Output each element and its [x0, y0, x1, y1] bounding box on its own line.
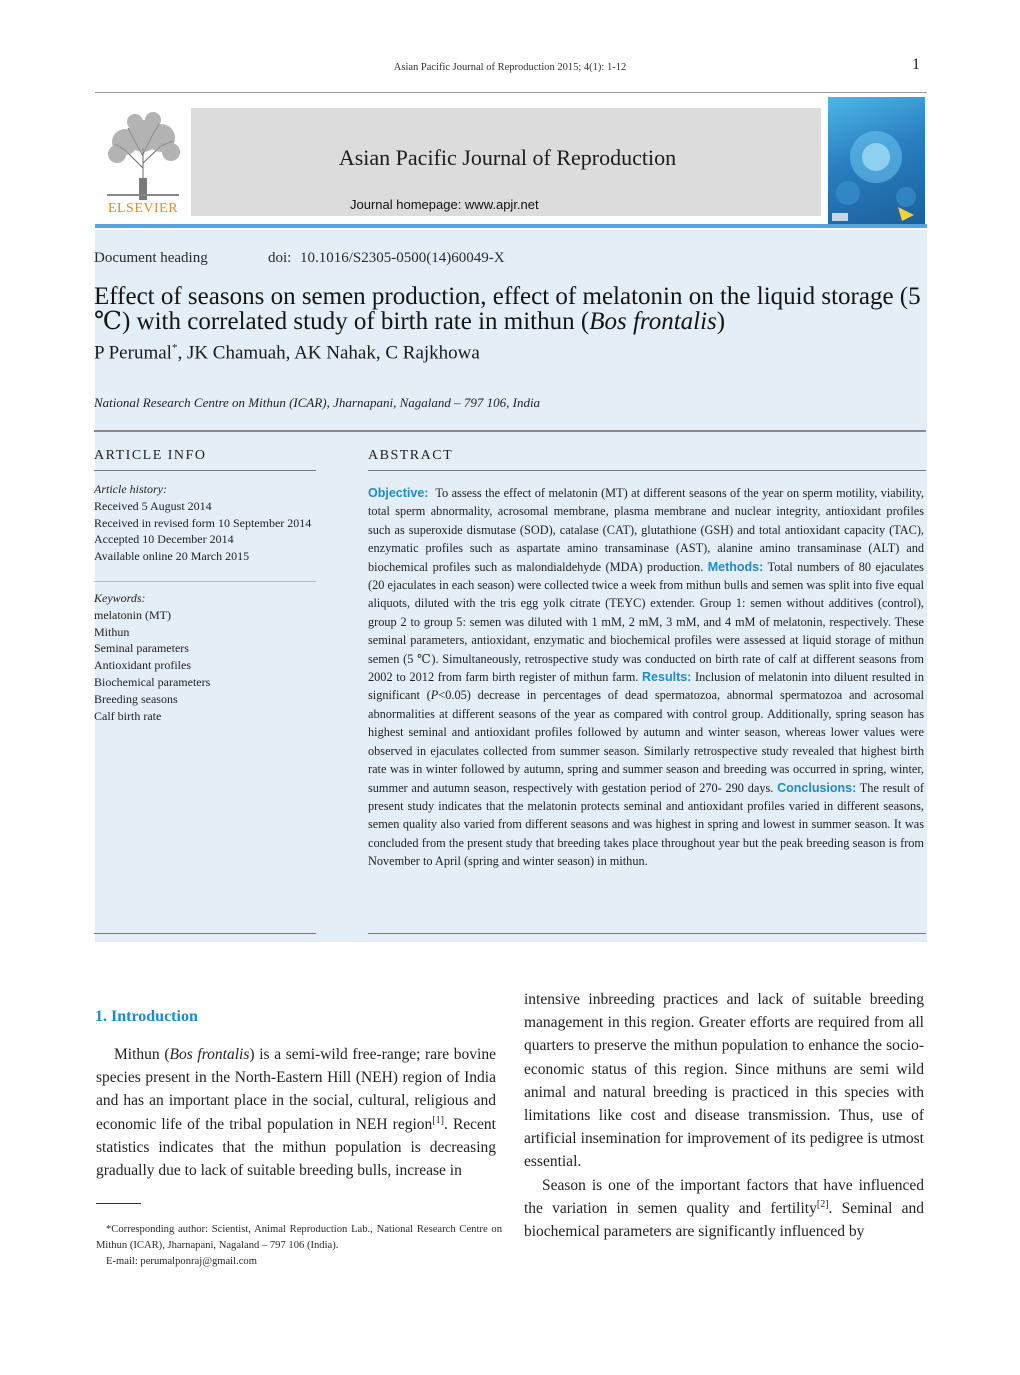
results-p: P [430, 688, 439, 703]
body-right-column [524, 988, 924, 1243]
keywords [94, 590, 319, 724]
keyword-item: Antioxidant profiles [94, 658, 191, 673]
abstract-bottom-rule [368, 933, 926, 934]
history-label: Article history: [94, 482, 167, 496]
history-accepted: Accepted 10 December 2014 [94, 532, 234, 547]
methods-label: Methods: [707, 559, 764, 574]
results-label: Results: [642, 670, 692, 685]
intro-paragraph-2 [524, 1174, 924, 1244]
citation-link[interactable]: [2] [816, 1198, 829, 1210]
running-head: Asian Pacific Journal of Reproduction 2015; 4(1): 1-12 [393, 62, 627, 73]
document-heading: Document heading [94, 250, 208, 266]
title-close: ) [716, 308, 726, 335]
elsevier-logo[interactable] [95, 108, 191, 216]
section-heading-introduction: 1. Introduction [95, 1008, 198, 1025]
article-history [94, 481, 319, 565]
article-info-bottom-rule [94, 933, 316, 934]
title-species: Bos frontalis [589, 308, 717, 335]
keyword-item: Mithun [94, 624, 130, 639]
keyword-item: melatonin (MT) [94, 607, 171, 622]
keyword-item: Seminal parameters [94, 641, 189, 656]
intro-text: Season is one of the important factors that have influenced the variation in semen quality and fertility [524, 1176, 924, 1217]
corresponding-author-footnote [96, 1222, 502, 1270]
abstract-heading: ABSTRACT [368, 448, 454, 463]
cover-band [95, 224, 927, 228]
keyword-item: Calf birth rate [94, 708, 162, 723]
author-list [94, 342, 480, 364]
doi-link[interactable]: 10.1016/S2305-0500(14)60049-X [300, 250, 505, 266]
elsevier-tree-icon [95, 108, 191, 216]
article-info-heading: ARTICLE INFO [94, 448, 207, 463]
doi-label: doi: [268, 250, 292, 266]
keyword-item: Biochemical parameters [94, 674, 211, 689]
title-text: Effect of seasons on semen production, effect of melatonin on the liquid storage (5 ℃) with correlated study of birth rate in mithun ( [94, 283, 921, 335]
conclusions-text: The result of present study indicates that the melatonin protects seminal and antioxidant profiles varied in different seasons, semen quality also varied from different seasons and was highest in spring and lowest in summer season. It was concluded from the present study that breeding takes place throughout year but the peak breeding season is from November to April (spring and winter season) in mithun. [368, 780, 924, 869]
keywords-label: Keywords: [94, 591, 146, 605]
intro-species: Bos frontalis [169, 1046, 250, 1063]
intro-paragraph-1 [96, 1043, 496, 1182]
history-online: Available online 20 March 2015 [94, 549, 250, 564]
intro-paragraph-1-continued: intensive inbreeding practices and lack of suitable breeding management in this region. Greater efforts are required from all quarters to preserve the mithun population to enhance the socio-economic status of this region. Since mithuns are semi wild animal and natural breeding is practiced in this species with limitations like cost and disease transmission. Thus, use of artificial insemination for improvement of its pedigree is utmost essential. [524, 991, 924, 1171]
header-rule [95, 92, 927, 93]
methods-text: Total numbers of 80 ejaculates (20 ejaculates in each season) were collected twice a week from mithun bulls and semen was split into five equal aliquots, diluted with the tris egg yolk citrate (TEYC) extender. Group 1: semen without additives (control), group 2 to group 5: semen was diluted with 1 mM, 2 mM, 3 mM, and 4 mM of melatonin, respectively. These seminal parameters, antioxidant, enzymatic and biochemical profiles were assessed at liquid storage of mithun semen (5 ℃). Simultaneously, retrospective study was conducted on birth rate of calf at different seasons from 2002 to 2012 from farm birth register of mithun farm. [368, 559, 924, 685]
journal-cover-image[interactable] [828, 97, 925, 224]
citation-link[interactable]: [1] [432, 1114, 444, 1126]
intro-text: . Recent statistics indicates that the mithun population is decreasing gradually due to lack of suitable breeding bulls, increase in [96, 1115, 496, 1180]
author-first[interactable]: P Perumal [94, 342, 172, 364]
intro-text: ) is a semi-wild free-range; rare bovine species present in the North-Eastern Hill (NEH) region of India and has an important place in the social, cultural, religious and economic life of the tribal population in NEH region [96, 1046, 496, 1133]
author-rest[interactable]: , JK Chamuah, AK Nahak, C Rajkhowa [177, 342, 480, 364]
objective-label: Objective: [368, 486, 429, 500]
footnote-address: *Corresponding author: Scientist, Animal Reproduction Lab., National Research Centre on Mithun (ICAR), Jharnapani, Nagaland – 797 106 (India). [96, 1224, 502, 1251]
footnote-email[interactable]: E-mail: perumalponraj@gmail.com [106, 1256, 257, 1267]
history-revised: Received in revised form 10 September 2014 [94, 515, 312, 530]
journal-homepage-link[interactable]: Journal homepage: www.apjr.net [350, 197, 539, 212]
body-left-column [96, 1043, 496, 1182]
corresponding-mark: * [171, 342, 178, 354]
conclusions-label: Conclusions: [777, 780, 857, 795]
abstract-body [368, 484, 924, 871]
results-text-pre: Inclusion of melatonin into diluent resulted in significant ( [368, 670, 924, 703]
affiliation-rule [94, 430, 926, 432]
results-text: <0.05) decrease in percentages of dead spermatozoa, abnormal spermatozoa and acrosomal abnormalities at different seasons of the year as compared with control group. Additionally, spring season has highest seminal and antioxidant profiles followed by autumn and winter season, whereas lower values were observed in ejaculates collected from summer season. Similarly retrospective study revealed that highest birth rate was in winter followed by autumn, spring and summer season and breeding was occurred in spring, winter, summer and autumn season, respectively with gestation period of 270- 290 days. [368, 688, 924, 795]
history-rule [94, 581, 316, 582]
history-received: Received 5 August 2014 [94, 498, 212, 513]
article-title [94, 284, 930, 334]
intro-text: Mithun ( [114, 1046, 170, 1063]
banner-journal-name: Asian Pacific Journal of Reproduction [338, 145, 677, 170]
intro-text: . Seminal and biochemical parameters are significantly influenced by [524, 1199, 925, 1241]
affiliation: National Research Centre on Mithun (ICAR), Jharnapani, Nagaland – 797 106, India [94, 395, 541, 410]
cover-artwork-icon [828, 97, 925, 224]
objective-text: To assess the effect of melatonin (MT) at different seasons of the year on sperm motility, viability, total sperm abnormality, acrosomal membrane, plasma membrane and nuclear integrity, antioxidant profiles such as superoxide dismutase (SOD), catalase (CAT), glutathione (GSH) and total antioxidant capacity (TAC), enzymatic profiles such as aspartate amino transaminase (AST), alanine amino transaminase (ALT) and biochemical profiles such as malondialdehyde (MDA) production. [368, 486, 924, 574]
article-info-rule [94, 470, 316, 471]
keyword-item: Breeding seasons [94, 691, 178, 706]
publisher-logo-text: ELSEVIER [107, 201, 179, 216]
page-number: 1 [912, 56, 920, 73]
footnote-rule [96, 1203, 141, 1204]
abstract-rule [368, 470, 926, 471]
